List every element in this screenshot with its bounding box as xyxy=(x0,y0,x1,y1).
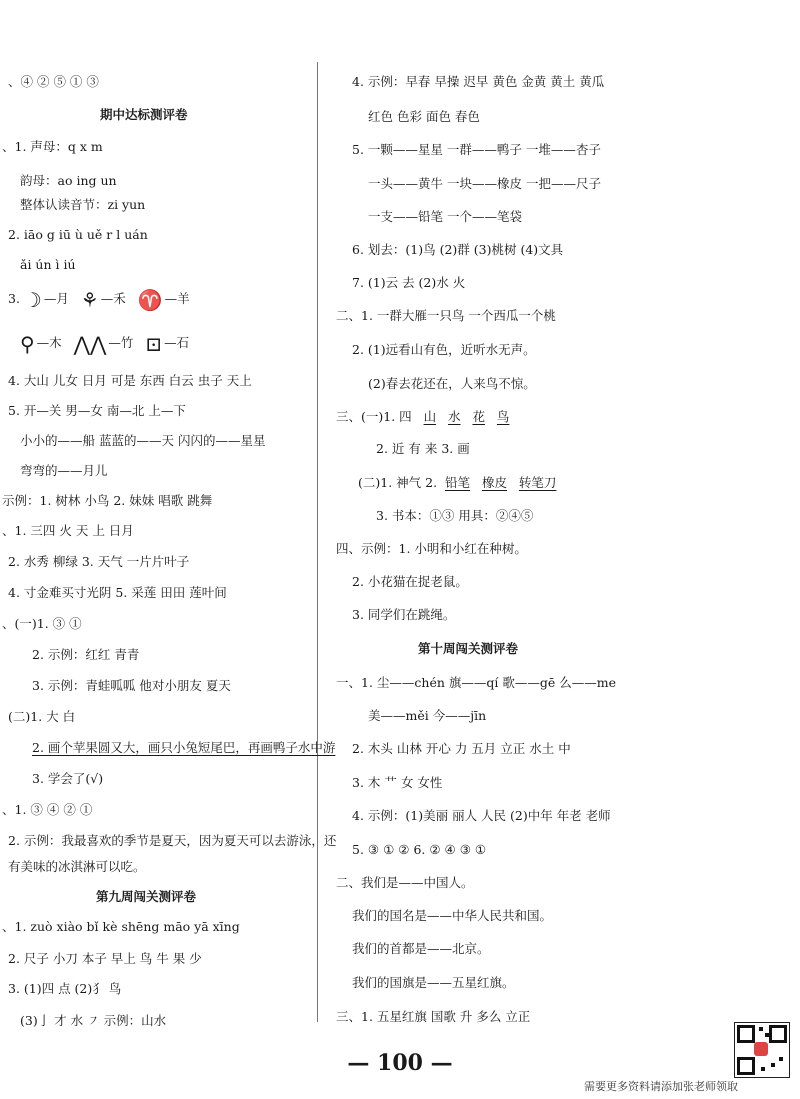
answer-line: 、④ ② ⑤ ① ③ xyxy=(8,74,99,89)
tree-pictograph-icon: ⚲ xyxy=(20,331,35,356)
answer-line: 2. 示例：我最喜欢的季节是夏天，因为夏天可以去游泳，还 xyxy=(8,833,337,848)
answer-line: 3. 木 艹 女 女性 xyxy=(352,775,443,790)
answer-line: 红色 色彩 面色 春色 xyxy=(368,109,480,124)
answer-line: 3. 书本：①③ 用具：②④⑤ xyxy=(376,508,534,523)
answer-line: (3)亅 才 水 ㇇ 示例：山水 xyxy=(20,1013,167,1028)
answer-line: 2. 小花猫在捉老鼠。 xyxy=(352,574,468,589)
answer-line xyxy=(358,474,556,492)
section-title: 期中达标测评卷 xyxy=(100,107,188,122)
answer-line: 一、1. 尘——chén 旗——qí 歌——gē 么——me xyxy=(336,675,616,690)
pictograph-line xyxy=(8,287,190,312)
answer-line: 2. 画个苹果圆又大，画只小兔短尾巴，再画鸭子水中游 xyxy=(32,740,336,755)
answer-line: 韵母：ao ing un xyxy=(20,173,117,188)
answer-text: 三、(一)1. 四 xyxy=(336,409,412,424)
answer-line: 一头——黄牛 一块——橡皮 一把——尺子 xyxy=(368,176,601,191)
answer-line: 弯弯的——月儿 xyxy=(20,463,108,478)
answer-line: 有美味的冰淇淋可以吃。 xyxy=(8,859,146,874)
answer-line: 、(一)1. ③ ① xyxy=(2,616,82,631)
underlined-answer: 鸟 xyxy=(496,409,510,424)
pictograph-answer: —竹 xyxy=(108,335,134,350)
answer-line: 5. 开—关 男—女 南—北 上—下 xyxy=(8,403,186,418)
underlined-answer: 花 xyxy=(472,409,485,424)
answer-line: 四、示例：1. 小明和小红在种树。 xyxy=(336,541,527,556)
pictograph-answer: —禾 xyxy=(100,291,126,306)
page-number: — 100 — xyxy=(347,1050,453,1076)
answer-line: 3. 学会了(√) xyxy=(32,771,104,786)
underlined-answer: 转笔刀 xyxy=(518,475,557,490)
moon-pictograph-icon: ☽ xyxy=(23,287,42,312)
pictograph-answer: —石 xyxy=(164,335,190,350)
answer-line: 4. 示例：(1)美丽 丽人 人民 (2)中年 年老 老师 xyxy=(352,808,611,823)
answer-line: 小小的——船 蓝蓝的——天 闪闪的——星星 xyxy=(20,433,266,448)
answer-line: 三、1. 五星红旗 国歌 升 多么 立正 xyxy=(336,1009,531,1024)
section-title: 第十周闯关测评卷 xyxy=(418,641,519,656)
answer-line: 5. 一颗——星星 一群——鸭子 一堆——杏子 xyxy=(352,142,601,157)
bamboo-pictograph-icon: ⋀⋀ xyxy=(73,331,107,356)
answer-line: 二、我们是——中国人。 xyxy=(336,875,474,890)
answer-line: 、1. zuò xiào bǐ kè shēng māo yā xīng xyxy=(2,919,240,934)
underlined-answer: 橡皮 xyxy=(481,475,507,490)
answer-line: 4. 大山 儿女 日月 可是 东西 白云 虫子 天上 xyxy=(8,373,252,388)
answer-line: 7. (1)云 去 (2)水 火 xyxy=(352,275,466,290)
underlined-answer: 水 xyxy=(448,409,461,424)
stone-pictograph-icon: ⊡ xyxy=(145,331,163,356)
answer-line: 、1. 声母：q x m xyxy=(2,139,103,154)
answer-line: 一支——铅笔 一个——笔袋 xyxy=(368,209,522,224)
answer-line xyxy=(336,408,509,426)
sheep-pictograph-icon: ♈ xyxy=(137,287,163,312)
answer-line: 3. (1)四 点 (2)犭 鸟 xyxy=(8,981,122,996)
qr-code-icon xyxy=(734,1022,790,1078)
pictograph-answer: —木 xyxy=(36,335,62,350)
answer-line: 2. iāo g iū ù uě r l uán xyxy=(8,227,148,242)
answer-line: 2. (1)远看山有色，近听水无声。 xyxy=(352,342,536,357)
answer-text: (二)1. 神气 2. xyxy=(358,475,438,490)
answer-line: 2. 木头 山林 开心 力 五月 立正 水土 中 xyxy=(352,741,571,756)
answer-line: 、1. ③ ④ ② ① xyxy=(2,802,93,817)
answer-line: ǎi ún ì iú xyxy=(20,257,76,272)
item-number: 3. xyxy=(8,291,20,306)
answer-line: 整体认读音节：zi yun xyxy=(20,197,146,212)
pictograph-line xyxy=(20,331,190,356)
grain-pictograph-icon: ⚘ xyxy=(80,287,99,312)
answer-line: 2. 水秀 柳绿 3. 天气 一片片叶子 xyxy=(8,554,190,569)
answer-line: 6. 划去：(1)鸟 (2)群 (3)桃树 (4)文具 xyxy=(352,242,564,257)
footer-note: 需要更多资料请添加张老师领取 xyxy=(584,1080,738,1093)
answer-line: 二、1. 一群大雁一只鸟 一个西瓜一个桃 xyxy=(336,308,556,323)
underlined-answer: 铅笔 xyxy=(445,475,471,490)
underlined-answer: 山 xyxy=(423,409,437,424)
answer-line: 、1. 三四 火 天 上 日月 xyxy=(2,523,134,538)
answer-line: 5. ③ ① ② 6. ② ④ ③ ① xyxy=(352,842,487,857)
answer-line: 美——měi 今——jīn xyxy=(368,708,487,723)
pictograph-answer: —羊 xyxy=(164,291,190,306)
answer-line: (二)1. 大 白 xyxy=(8,709,76,724)
answer-line: 2. 近 有 来 3. 画 xyxy=(376,441,470,456)
answer-line: 我们的首都是——北京。 xyxy=(352,941,490,956)
answer-line: 2. 示例：红红 青青 xyxy=(32,647,140,662)
answer-line: 我们的国名是——中华人民共和国。 xyxy=(352,908,553,923)
answer-line: 2. 尺子 小刀 本子 早上 鸟 牛 果 少 xyxy=(8,951,202,966)
answer-line: (2)春去花还在，人来鸟不惊。 xyxy=(368,376,536,391)
answer-line: 示例：1. 树林 小鸟 2. 妹妹 唱歌 跳舞 xyxy=(2,493,213,508)
answer-line: 4. 寸金难买寸光阴 5. 采莲 田田 莲叶间 xyxy=(8,585,227,600)
pictograph-answer: —月 xyxy=(43,291,69,306)
answer-line: 我们的国旗是——五星红旗。 xyxy=(352,975,515,990)
answer-line: 4. 示例：早春 早操 迟早 黄色 金黄 黄土 黄瓜 xyxy=(352,74,605,89)
column-divider xyxy=(317,62,318,1022)
section-title: 第九周闯关测评卷 xyxy=(96,889,197,904)
answer-line: 3. 示例：青蛙呱呱 他对小朋友 夏天 xyxy=(32,678,231,693)
answer-line: 3. 同学们在跳绳。 xyxy=(352,607,456,622)
